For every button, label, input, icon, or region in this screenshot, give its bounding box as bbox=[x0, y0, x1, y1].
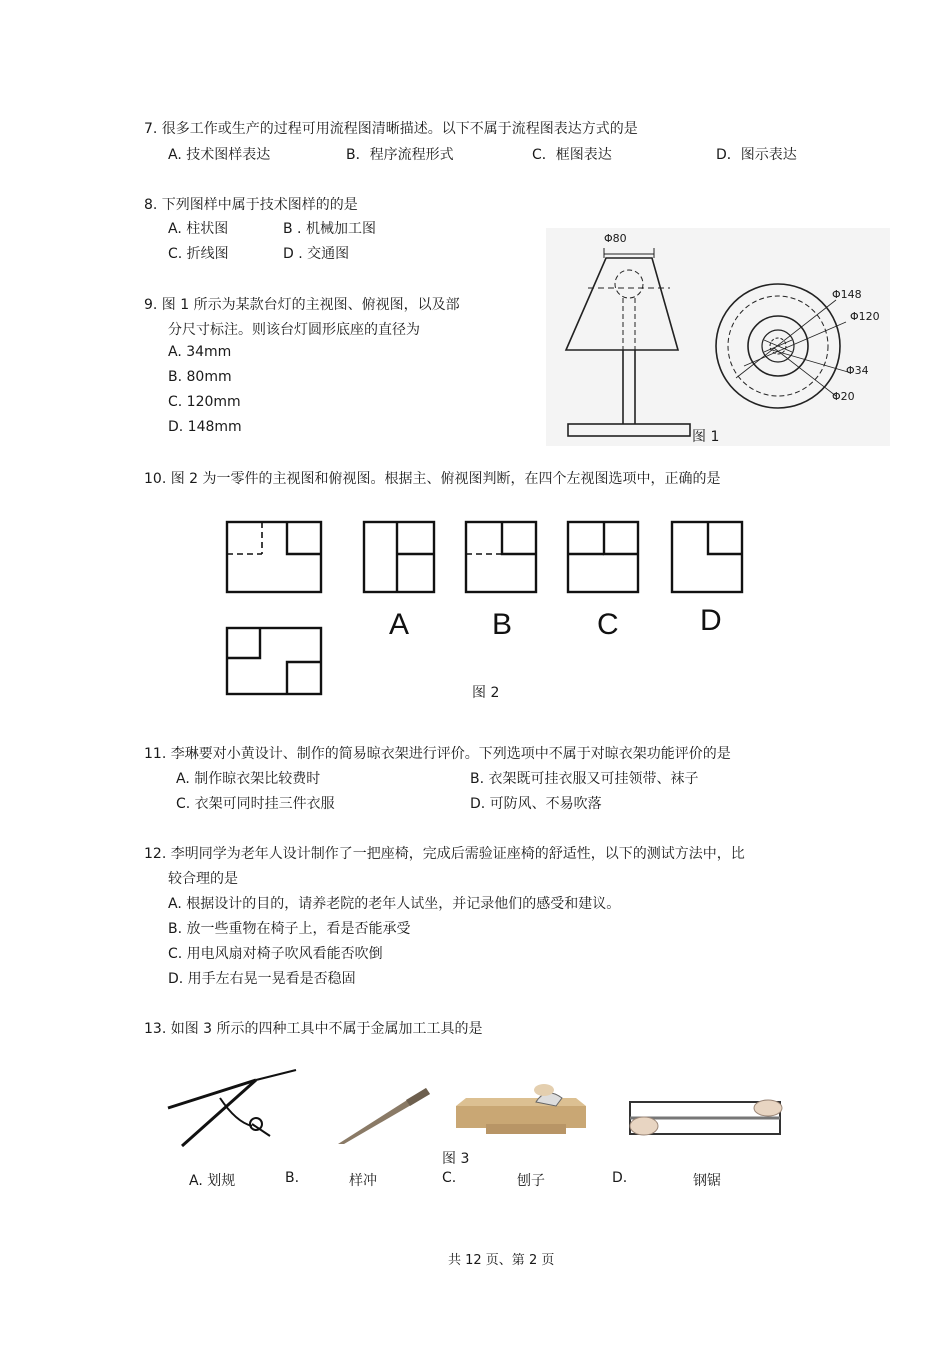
option-b-view bbox=[466, 522, 536, 592]
q7-option-a: A. 技术图样表达 bbox=[168, 147, 271, 163]
q9-option-c: C. 120mm bbox=[168, 394, 241, 410]
q11-option-c: C. 衣架可同时挂三件衣服 bbox=[176, 796, 335, 812]
divider-tool-image bbox=[168, 1070, 296, 1146]
lamp-drawing bbox=[546, 228, 890, 446]
plane-tool-image bbox=[456, 1084, 586, 1134]
option-b-letter: B bbox=[492, 608, 513, 641]
q7-stem: 7. 很多工作或生产的过程可用流程图清晰描述。以下不属于流程图表达方式的是 bbox=[144, 121, 638, 137]
option-c-view bbox=[568, 522, 638, 592]
q13-option-b-name: 样冲 bbox=[349, 1173, 377, 1189]
option-a-letter: A bbox=[389, 608, 410, 641]
q11-option-a: A. 制作晾衣架比较费时 bbox=[176, 771, 321, 787]
option-d-letter: D bbox=[700, 604, 722, 637]
q8-option-a: A. 柱状图 bbox=[168, 221, 229, 237]
q9-option-d: D. 148mm bbox=[168, 419, 242, 435]
q8-stem: 8. 下列图样中属于技术图样的的是 bbox=[144, 197, 358, 213]
front-view bbox=[227, 522, 321, 592]
figure-1 bbox=[546, 228, 890, 446]
q7-option-d: D．图示表达 bbox=[716, 147, 797, 163]
q13-option-d-name: 钢锯 bbox=[693, 1173, 721, 1189]
figure-2 bbox=[0, 510, 950, 740]
q10-stem: 10. 图 2 为一零件的主视图和俯视图。根据主、俯视图判断，在四个左视图选项中，正确的是 bbox=[144, 471, 721, 487]
q8-option-b: B . 机械加工图 bbox=[283, 221, 376, 237]
dim-phi80: Φ80 bbox=[604, 232, 627, 245]
center-punch-image bbox=[338, 1088, 430, 1144]
q12-stem-line1: 12. 李明同学为老年人设计制作了一把座椅，完成后需验证座椅的舒适性，以下的测试方法中，比 bbox=[144, 846, 745, 862]
q11-option-b: B. 衣架既可挂衣服又可挂领带、袜子 bbox=[470, 771, 699, 787]
top-view bbox=[227, 628, 321, 694]
page-footer: 共 12 页、第 2 页 bbox=[448, 1253, 555, 1268]
dim-phi34: Φ34 bbox=[846, 364, 869, 377]
figure-3-caption: 图 3 bbox=[442, 1151, 470, 1167]
q13-option-c-letter: C. bbox=[442, 1170, 457, 1186]
q9-option-a: A. 34mm bbox=[168, 344, 232, 360]
q13-option-a: A. 划规 bbox=[189, 1173, 236, 1189]
figure-3 bbox=[160, 1062, 800, 1162]
q9-option-b: B. 80mm bbox=[168, 369, 232, 385]
q9-stem-line2: 分尺寸标注。则该台灯圆形底座的直径为 bbox=[168, 322, 420, 338]
option-a-view bbox=[364, 522, 434, 592]
hacksaw-image bbox=[630, 1100, 782, 1135]
option-d-view bbox=[672, 522, 742, 592]
dim-phi20: Φ20 bbox=[832, 390, 855, 403]
q7-option-c: C．框图表达 bbox=[532, 147, 612, 163]
q12-option-b: B. 放一些重物在椅子上，看是否能承受 bbox=[168, 921, 411, 937]
q12-option-a: A. 根据设计的目的，请养老院的老年人试坐，并记录他们的感受和建议。 bbox=[168, 896, 621, 912]
q13-option-d-letter: D. bbox=[612, 1170, 628, 1186]
figure-1-caption: 图 1 bbox=[692, 429, 720, 445]
dim-phi148: Φ148 bbox=[832, 288, 862, 301]
q8-option-c: C. 折线图 bbox=[168, 246, 229, 262]
q12-option-d: D. 用手左右晃一晃看是否稳固 bbox=[168, 971, 356, 987]
q12-option-c: C. 用电风扇对椅子吹风看能否吹倒 bbox=[168, 946, 383, 962]
dim-phi120: Φ120 bbox=[850, 310, 880, 323]
figure-2-caption: 图 2 bbox=[472, 685, 500, 701]
q9-stem-line1: 9. 图 1 所示为某款台灯的主视图、俯视图，以及部 bbox=[144, 297, 460, 313]
q11-stem: 11. 李琳要对小黄设计、制作的简易晾衣架进行评价。下列选项中不属于对晾衣架功能评价的是 bbox=[144, 746, 731, 762]
q13-option-b-letter: B. bbox=[285, 1170, 300, 1186]
q7-option-b: B．程序流程形式 bbox=[346, 147, 454, 163]
q12-stem-line2: 较合理的是 bbox=[168, 871, 238, 887]
q11-option-d: D. 可防风、不易吹落 bbox=[470, 796, 602, 812]
q8-option-d: D . 交通图 bbox=[283, 246, 350, 262]
option-c-letter: C bbox=[597, 608, 619, 641]
q13-stem: 13. 如图 3 所示的四种工具中不属于金属加工工具的是 bbox=[144, 1021, 483, 1037]
q13-option-c-name: 刨子 bbox=[517, 1173, 545, 1189]
